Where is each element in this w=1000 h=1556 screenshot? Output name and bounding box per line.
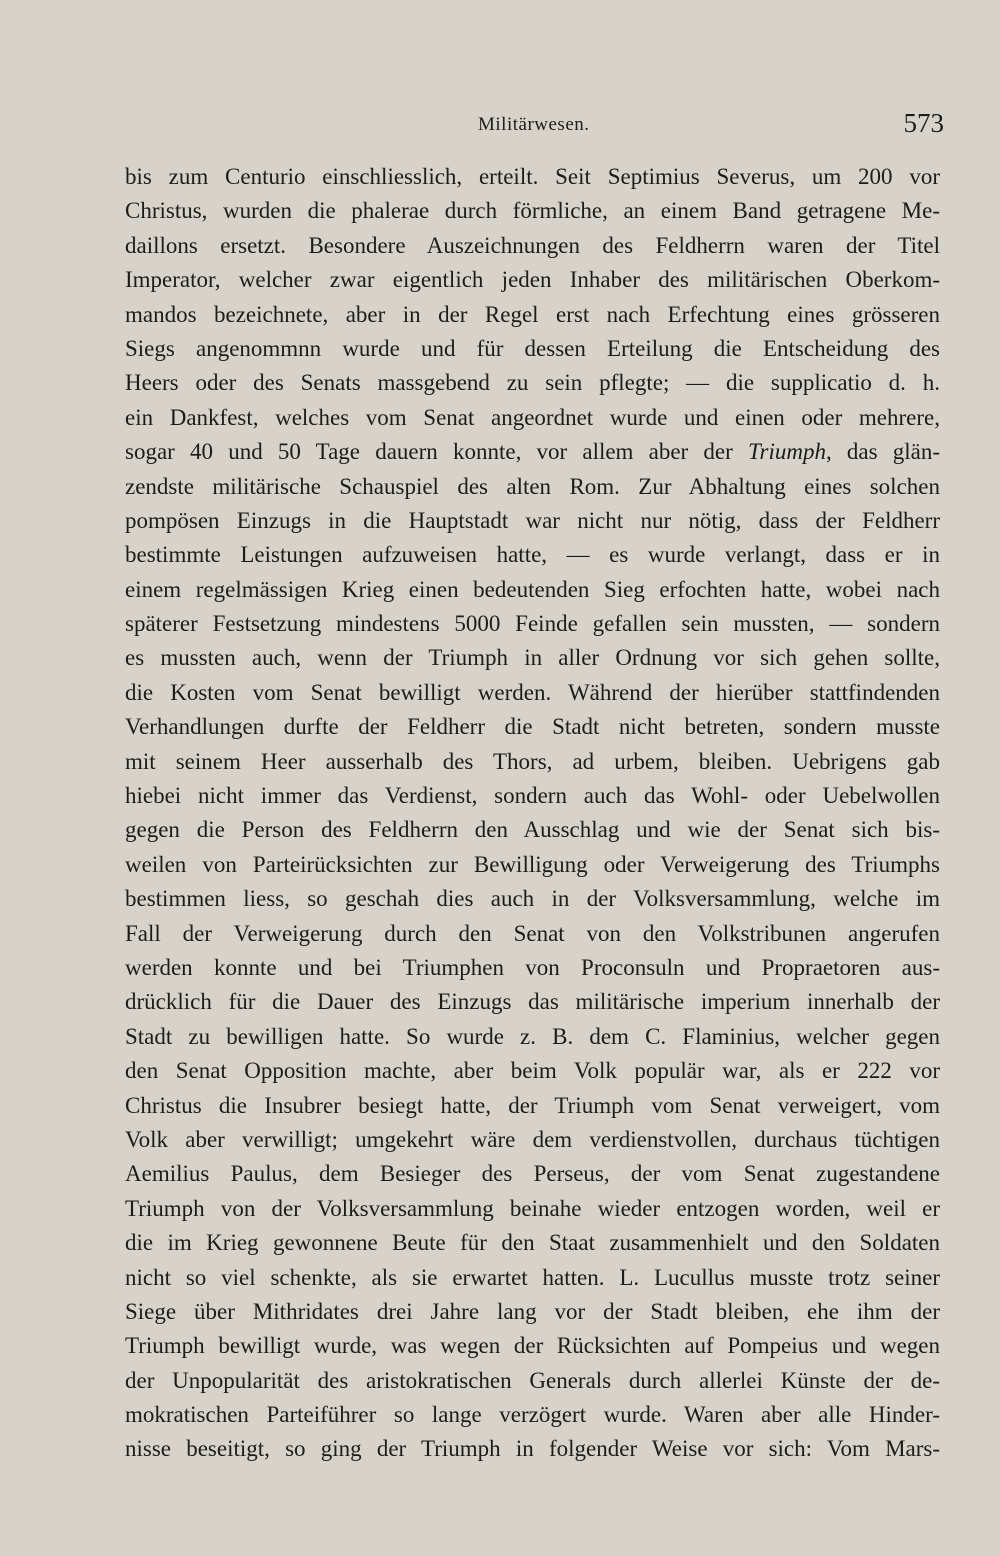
text-line: einem regelmässigen Krieg einen bedeutenden Sieg erfochten hatte, wobei nach xyxy=(125,576,940,602)
text-line: Verhandlungen durfte der Feldherr die Stadt nicht betreten, sondern musste xyxy=(125,714,940,740)
text-line: Christus die Insubrer besiegt hatte, der Triumph vom Senat verweigert, vom xyxy=(125,1092,940,1118)
text-line: drücklich für die Dauer des Einzugs das militärische imperium innerhalb der xyxy=(125,989,940,1015)
text-line: bestimmen liess, so geschah dies auch in der Volksversammlung, welche im xyxy=(125,886,940,912)
text-line: werden konnte und bei Triumphen von Proconsuln und Propraetoren aus- xyxy=(125,954,940,980)
text-line: daillons ersetzt. Besondere Auszeichnungen des Feldherrn waren der Titel xyxy=(125,232,940,258)
page-number: 573 xyxy=(903,108,944,138)
text-line: zendste militärische Schauspiel des alten Rom. Zur Abhaltung eines solchen xyxy=(125,473,940,499)
body-text xyxy=(125,160,940,1467)
text-line: pompösen Einzugs in die Hauptstadt war nicht nur nötig, dass der Feldherr xyxy=(125,507,940,533)
text-line: die Kosten vom Senat bewilligt werden. Während der hierüber stattfindenden xyxy=(125,679,940,705)
text-line: sogar 40 und 50 Tage dauern konnte, vor allem aber der Triumph, das glän- xyxy=(125,439,940,465)
text-line: weilen von Parteirücksichten zur Bewilligung oder Verweigerung des Triumphs xyxy=(125,851,940,877)
text-line: mandos bezeichnete, aber in der Regel erst nach Erfechtung eines grösseren xyxy=(125,301,940,327)
text-line: späterer Festsetzung mindestens 5000 Feinde gefallen sein mussten, — sondern xyxy=(125,611,940,637)
text-line: der Unpopularität des aristokratischen Generals durch allerlei Künste der de- xyxy=(125,1367,940,1393)
text-line: ein Dankfest, welches vom Senat angeordnet wurde und einen oder mehrere, xyxy=(125,404,940,430)
text-line: bis zum Centurio einschliesslich, erteilt. Seit Septimius Severus, um 200 vor xyxy=(125,164,940,189)
text-line: Triumph von der Volksversammlung beinahe wieder entzogen worden, weil er xyxy=(125,1195,940,1221)
emphasized-word: Triumph xyxy=(747,439,826,465)
text-line: den Senat Opposition machte, aber beim Volk populär war, als er 222 vor xyxy=(125,1058,940,1084)
text-line: Fall der Verweigerung durch den Senat von den Volkstribunen angerufen xyxy=(125,920,940,946)
text-line: gegen die Person des Feldherrn den Ausschlag und wie der Senat sich bis- xyxy=(125,817,940,843)
text-line: die im Krieg gewonnene Beute für den Staat zusammenhielt und den Soldaten xyxy=(125,1230,940,1256)
text-line: Triumph bewilligt wurde, was wegen der Rücksichten auf Pompeius und wegen xyxy=(125,1333,940,1359)
text-line: nisse beseitigt, so ging der Triumph in folgender Weise vor sich: Vom Mars- xyxy=(125,1436,940,1462)
text-line: Siegs angenommnn wurde und für dessen Erteilung die Entscheidung des xyxy=(125,335,940,361)
text-line: Heers oder des Senats massgebend zu sein pflegte; — die supplicatio d. h. xyxy=(125,370,940,396)
text-line: mokratischen Parteiführer so lange verzögert wurde. Waren aber alle Hinder- xyxy=(125,1402,940,1428)
running-head: Militärwesen. xyxy=(478,114,590,135)
text-line: hiebei nicht immer das Verdienst, sondern auch das Wohl- oder Uebelwollen xyxy=(125,783,940,809)
page-header xyxy=(130,100,950,150)
text-line: es mussten auch, wenn der Triumph in aller Ordnung vor sich gehen sollte, xyxy=(125,645,940,671)
text-line: Imperator, welcher zwar eigentlich jeden Inhaber des militärischen Oberkom- xyxy=(125,267,940,293)
text-line: mit seinem Heer ausserhalb des Thors, ad urbem, bleiben. Uebrigens gab xyxy=(125,748,940,774)
text-line: Aemilius Paulus, dem Besieger des Perseus, der vom Senat zugestandene xyxy=(125,1161,940,1187)
text-line: Volk aber verwilligt; umgekehrt wäre dem verdienstvollen, durchaus tüchtigen xyxy=(125,1126,940,1152)
text-line: bestimmte Leistungen aufzuweisen hatte, — es wurde verlangt, dass er in xyxy=(125,542,940,568)
text-line: Christus, wurden die phalerae durch förmliche, an einem Band getragene Me- xyxy=(125,198,940,224)
text-line: Stadt zu bewilligen hatte. So wurde z. B. dem C. Flaminius, welcher gegen xyxy=(125,1023,940,1049)
text-line: nicht so viel schenkte, als sie erwartet hatten. L. Lucullus musste trotz seiner xyxy=(125,1264,940,1290)
text-line: Siege über Mithridates drei Jahre lang vor der Stadt bleiben, ehe ihm der xyxy=(125,1298,940,1324)
